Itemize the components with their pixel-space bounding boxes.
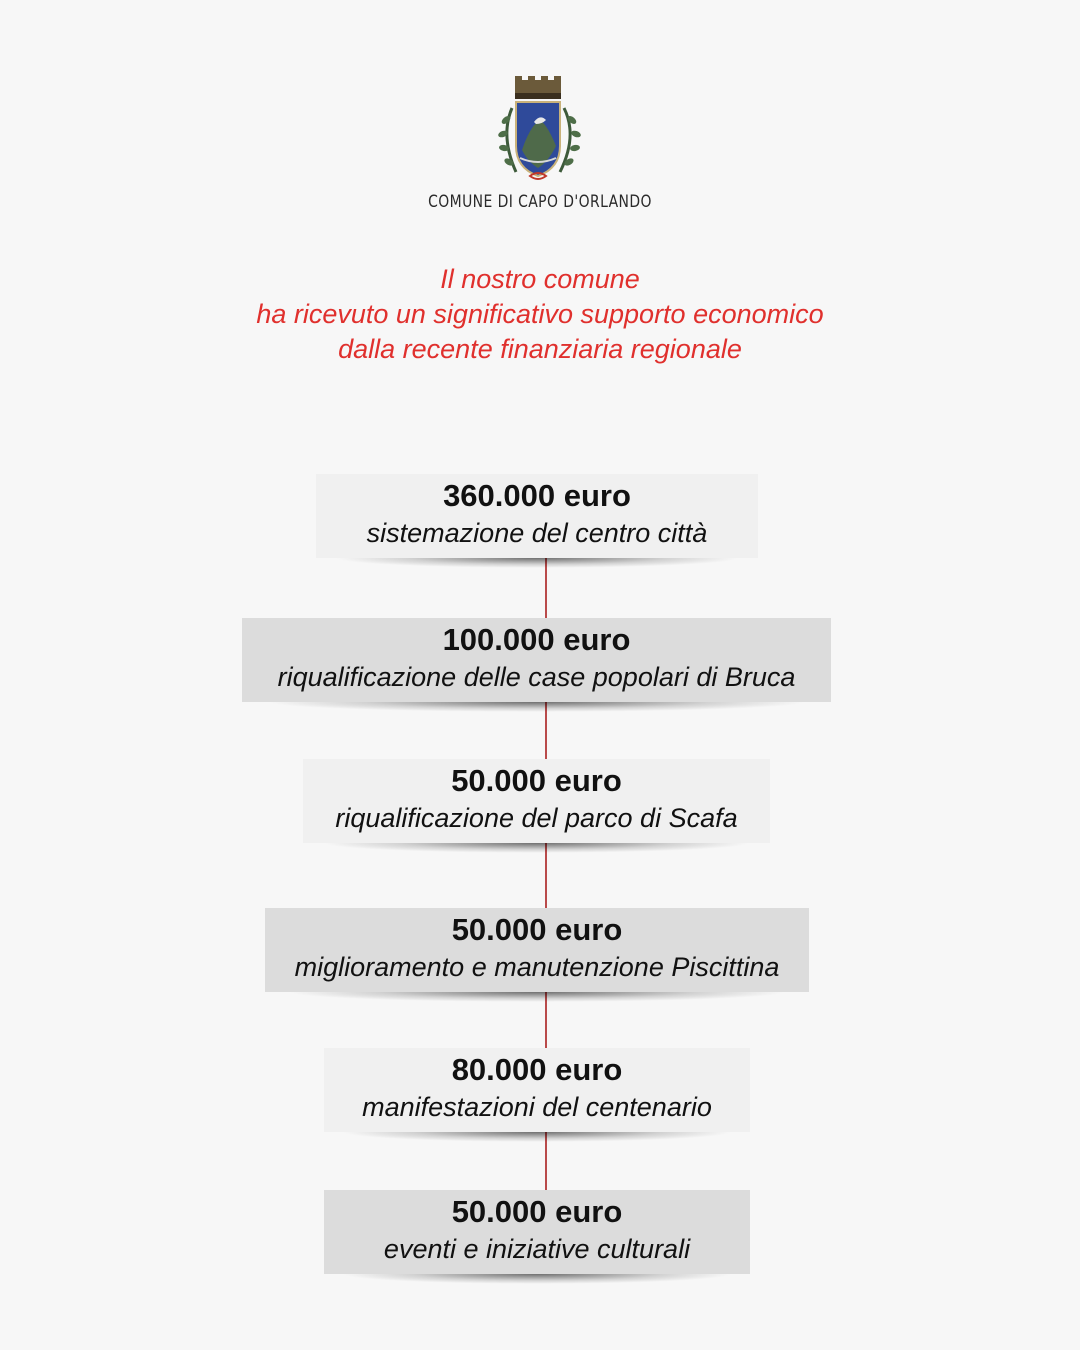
funding-card xyxy=(324,1048,750,1132)
funding-amount: 50.000 euro xyxy=(451,1194,623,1229)
funding-description: riqualificazione del parco di Scafa xyxy=(335,803,738,833)
funding-amount: 50.000 euro xyxy=(451,912,623,947)
comune-crest-icon xyxy=(490,76,590,186)
funding-amount: 100.000 euro xyxy=(442,622,631,657)
funding-amount: 360.000 euro xyxy=(443,478,631,513)
logo-block xyxy=(0,76,1080,212)
headline xyxy=(0,262,1080,367)
headline-line-3: dalla recente finanziaria regionale xyxy=(338,334,742,364)
funding-amount: 50.000 euro xyxy=(451,763,622,798)
funding-card xyxy=(324,1190,750,1274)
funding-description: miglioramento e manutenzione Piscittina xyxy=(294,952,780,982)
funding-card xyxy=(265,908,809,992)
funding-description: manifestazioni del centenario xyxy=(362,1092,712,1122)
comune-name: COMUNE DI CAPO D'ORLANDO xyxy=(428,192,652,212)
headline-line-1: Il nostro comune xyxy=(440,264,640,294)
funding-card xyxy=(316,474,758,558)
funding-description: eventi e iniziative culturali xyxy=(383,1234,691,1264)
funding-card xyxy=(303,759,770,843)
funding-description: sistemazione del centro città xyxy=(366,518,708,548)
funding-card xyxy=(242,618,831,702)
funding-description: riqualificazione delle case popolari di Bruca xyxy=(277,662,796,692)
funding-amount: 80.000 euro xyxy=(451,1052,623,1087)
headline-line-2: ha ricevuto un significativo supporto economico xyxy=(256,299,824,329)
